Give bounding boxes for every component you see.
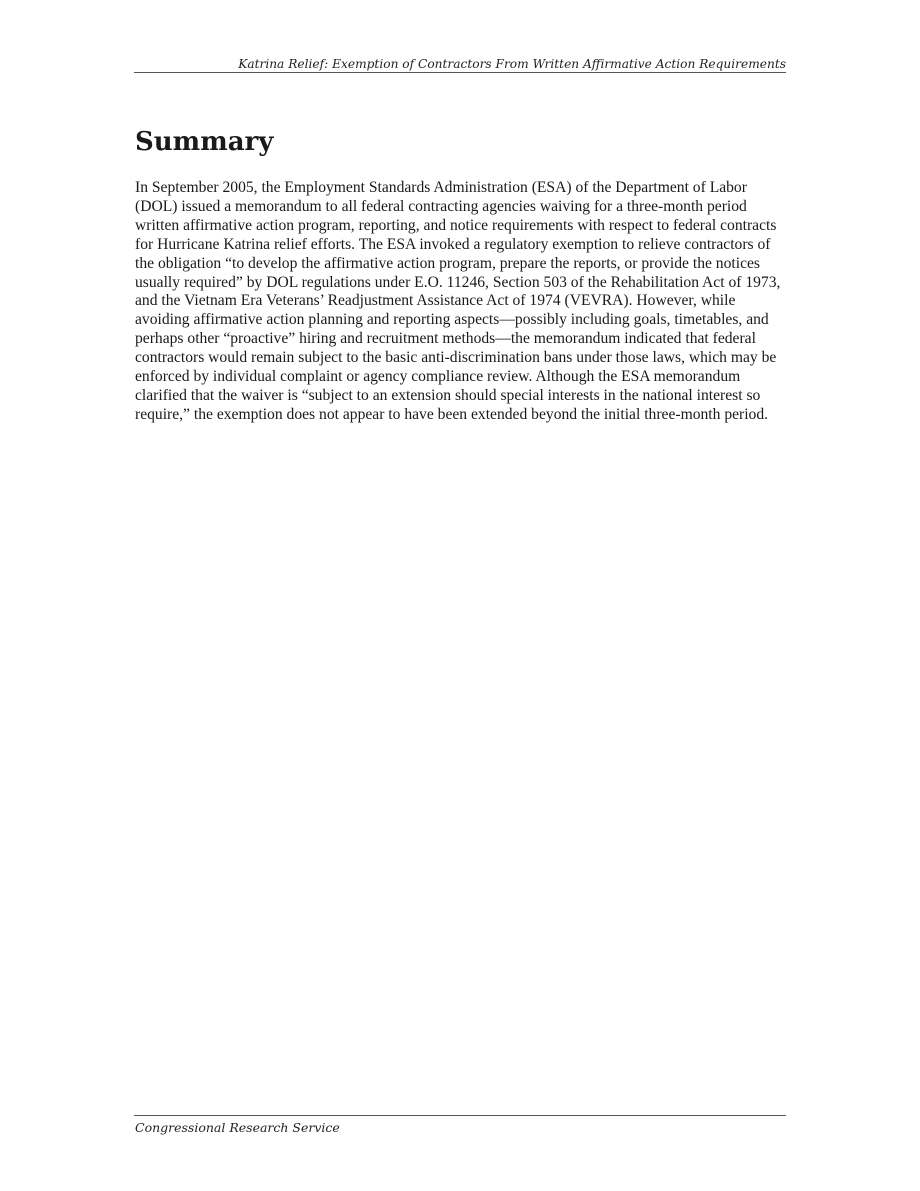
- footer-publisher: Congressional Research Service: [135, 1120, 340, 1135]
- footer-divider: [134, 1115, 786, 1116]
- running-header-title: Katrina Relief: Exemption of Contractors From Written Affirmative Action Requirements: [238, 57, 786, 71]
- header-divider: [134, 72, 786, 73]
- section-title: Summary: [135, 127, 274, 157]
- summary-paragraph: In September 2005, the Employment Standards Administration (ESA) of the Department of Labor (DOL) issued a memorandum to all federal contracting agencies waiving for a three-month period written affirmative action program, reporting, and notice requirements with respect to federal contracts for Hurricane Katrina relief efforts. The ESA invoked a regulatory exemption to relieve contractors of the obligation “to develop the affirmative action program, prepare the reports, or provide the notices usually required” by DOL regulations under E.O. 11246, Section 503 of the Rehabilitation Act of 1973, and the Vietnam Era Veterans’ Readjustment Assistance Act of 1974 (VEVRA). However, while avoiding affirmative action planning and reporting aspects—possibly including goals, timetables, and perhaps other “proactive” hiring and recruitment methods—the memorandum indicated that federal contractors would remain subject to the basic anti-discrimination bans under those laws, which may be enforced by individual complaint or agency compliance review. Although the ESA memorandum clarified that the waiver is “subject to an extension should special interests in the national interest so require,” the exemption does not appear to have been extended beyond the initial three-month period.: [135, 179, 781, 423]
